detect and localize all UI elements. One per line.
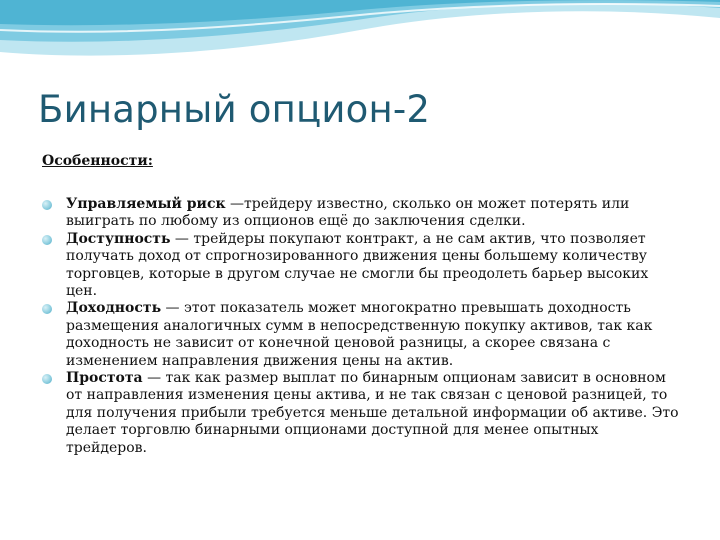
circle-bullet-icon [42,200,52,210]
bullet-text: — так как размер выплат по бинарным опционам зависит в основном от направления изменения цены актива, и не так связан с ценовой разницей, то для получения прибыли требуется меньше детальной информации об активе. Это делает торговлю бинарными опционами доступной для менее опытных трейдеров. [66,370,679,456]
bullet-item [42,231,682,301]
circle-bullet-icon [42,235,52,245]
bullet-term: Управляемый риск [66,196,226,212]
bullet-item [42,370,682,457]
header-wave-decoration [0,0,720,80]
bullet-list [42,196,682,457]
subheading: Особенности: [42,153,153,169]
bullet-text: — трейдеры покупают контракт, а не сам актив, что позволяет получать доход от спрогнозированного движения цены большему количеству торговцев, которые в другом случае не смогли бы преодолеть барьер высоких цен. [66,230,649,300]
circle-bullet-icon [42,304,52,314]
circle-bullet-icon [42,374,52,384]
bullet-text: — этот показатель может многократно превышать доходность размещения аналогичных сумм в непосредственную покупку активов, так как доходность не зависит от конечной ценовой разницы, а скорее связана с изменением направления движения цены на актив. [66,300,653,369]
slide-title: Бинарный опцион-2 [38,88,431,131]
bullet-term: Доступность [66,230,171,247]
bullet-text: —трейдеру известно, сколько он может потерять или выиграть по любому из опционов ещё до заключения сделки. [66,196,630,230]
bullet-term: Простота [66,370,143,387]
bullet-term: Доходность [66,300,162,317]
bullet-item [42,300,682,370]
bullet-item [42,196,682,231]
